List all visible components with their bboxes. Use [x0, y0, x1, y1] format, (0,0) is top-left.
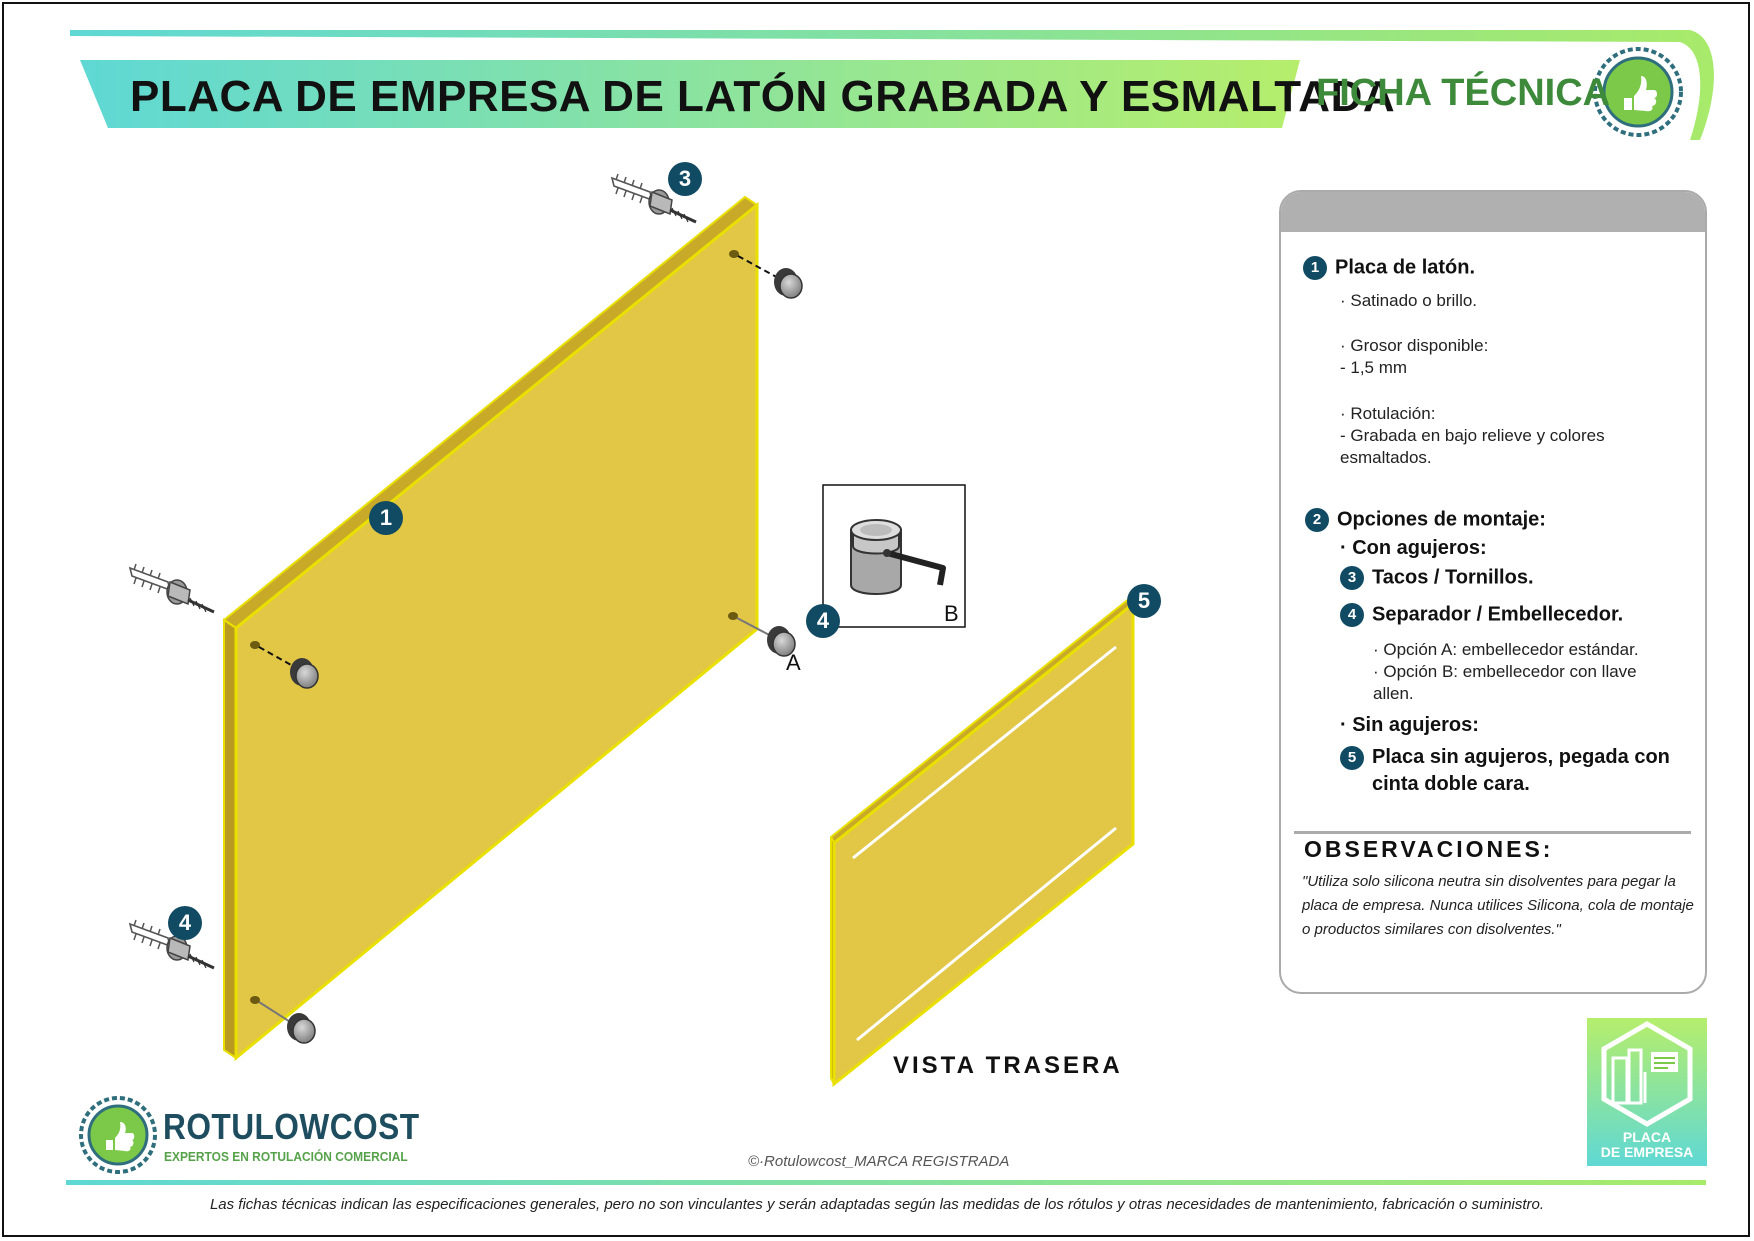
callout-3: 3	[668, 162, 702, 196]
brand-name: ROTULOWCOST	[163, 1106, 420, 1147]
spec-num: 2	[1305, 508, 1329, 532]
callout-5: 5	[1127, 584, 1161, 618]
spec-item-plate	[1303, 256, 1475, 280]
spec-item-title: Opciones de montaje:	[1337, 508, 1546, 531]
option-b-label: B	[944, 601, 959, 626]
observations-text: "Utiliza solo silicona neutra sin disolventes para pegar la placa de empresa. Nunca utilices Silicona, cola de montaje o productos similares con disolventes."	[1302, 873, 1694, 938]
product-badge-label	[1587, 1130, 1707, 1160]
spec-subheading: · Con agujeros:	[1340, 537, 1487, 559]
spec-num: 4	[1340, 603, 1364, 627]
product-badge-line: PLACA	[1622, 1129, 1672, 1145]
copyright-notice: ©·Rotulowcost_MARCA REGISTRADA	[748, 1153, 1010, 1170]
option-a-label: A	[786, 650, 801, 675]
brand-tagline: EXPERTOS EN ROTULACIÓN COMERCIAL	[164, 1149, 408, 1164]
callout-4: 4	[806, 604, 840, 638]
spec-text: · Grosor disponible:	[1340, 336, 1489, 355]
sheet-type-title: FICHA TÉCNICA	[1316, 72, 1611, 114]
spec-option-label: Tacos / Tornillos.	[1372, 566, 1534, 589]
callout-4: 4	[168, 906, 202, 940]
spec-option-3	[1340, 566, 1534, 590]
spec-item-title: Placa de latón.	[1335, 256, 1476, 279]
spec-subheading: · Sin agujeros:	[1340, 714, 1479, 736]
observations-rule	[1294, 831, 1691, 834]
spec-num: 1	[1303, 256, 1327, 280]
observations-title: OBSERVACIONES:	[1304, 836, 1554, 862]
footer-rule	[66, 1180, 1706, 1185]
spec-option-label: Separador / Embellecedor.	[1372, 603, 1624, 626]
product-badge-line: DE EMPRESA	[1600, 1144, 1694, 1160]
spec-text: · Opción B: embellecedor con llave allen.	[1373, 662, 1637, 703]
spec-option-label: Placa sin agujeros, pegada con cinta doble cara.	[1372, 746, 1670, 795]
callout-1: 1	[369, 501, 403, 535]
spec-num: 5	[1340, 746, 1364, 770]
spec-text: · Satinado o brillo.	[1340, 291, 1478, 310]
spec-panel-header	[1281, 192, 1705, 232]
screw-anchor-icon	[130, 564, 214, 612]
back-view-plate	[831, 598, 1133, 1084]
spec-text: · Opción A: embellecedor estándar.	[1373, 640, 1639, 659]
spec-text: - 1,5 mm	[1340, 358, 1408, 377]
back-view-label: VISTA TRASERA	[893, 1052, 1123, 1079]
spec-num: 3	[1340, 566, 1364, 590]
spec-text: - Grabada en bajo relieve y colores esmaltados.	[1340, 426, 1605, 467]
footer-disclaimer: Las fichas técnicas indican las especificaciones generales, pero no son vinculantes y serán adaptadas según las medidas de los rótulos y otras necesidades de mantenimiento, fabricación o suministro.	[209, 1196, 1545, 1213]
spec-option-4	[1340, 603, 1623, 627]
spec-text: · Rotulación:	[1340, 404, 1436, 423]
spec-option-5	[1340, 744, 1670, 798]
spec-item-mounting	[1305, 508, 1546, 532]
page-title: PLACA DE EMPRESA DE LATÓN GRABADA Y ESMALTADA	[130, 72, 1396, 121]
main-brass-plate	[224, 197, 757, 1058]
thumbs-up-seal-icon	[81, 1098, 155, 1172]
